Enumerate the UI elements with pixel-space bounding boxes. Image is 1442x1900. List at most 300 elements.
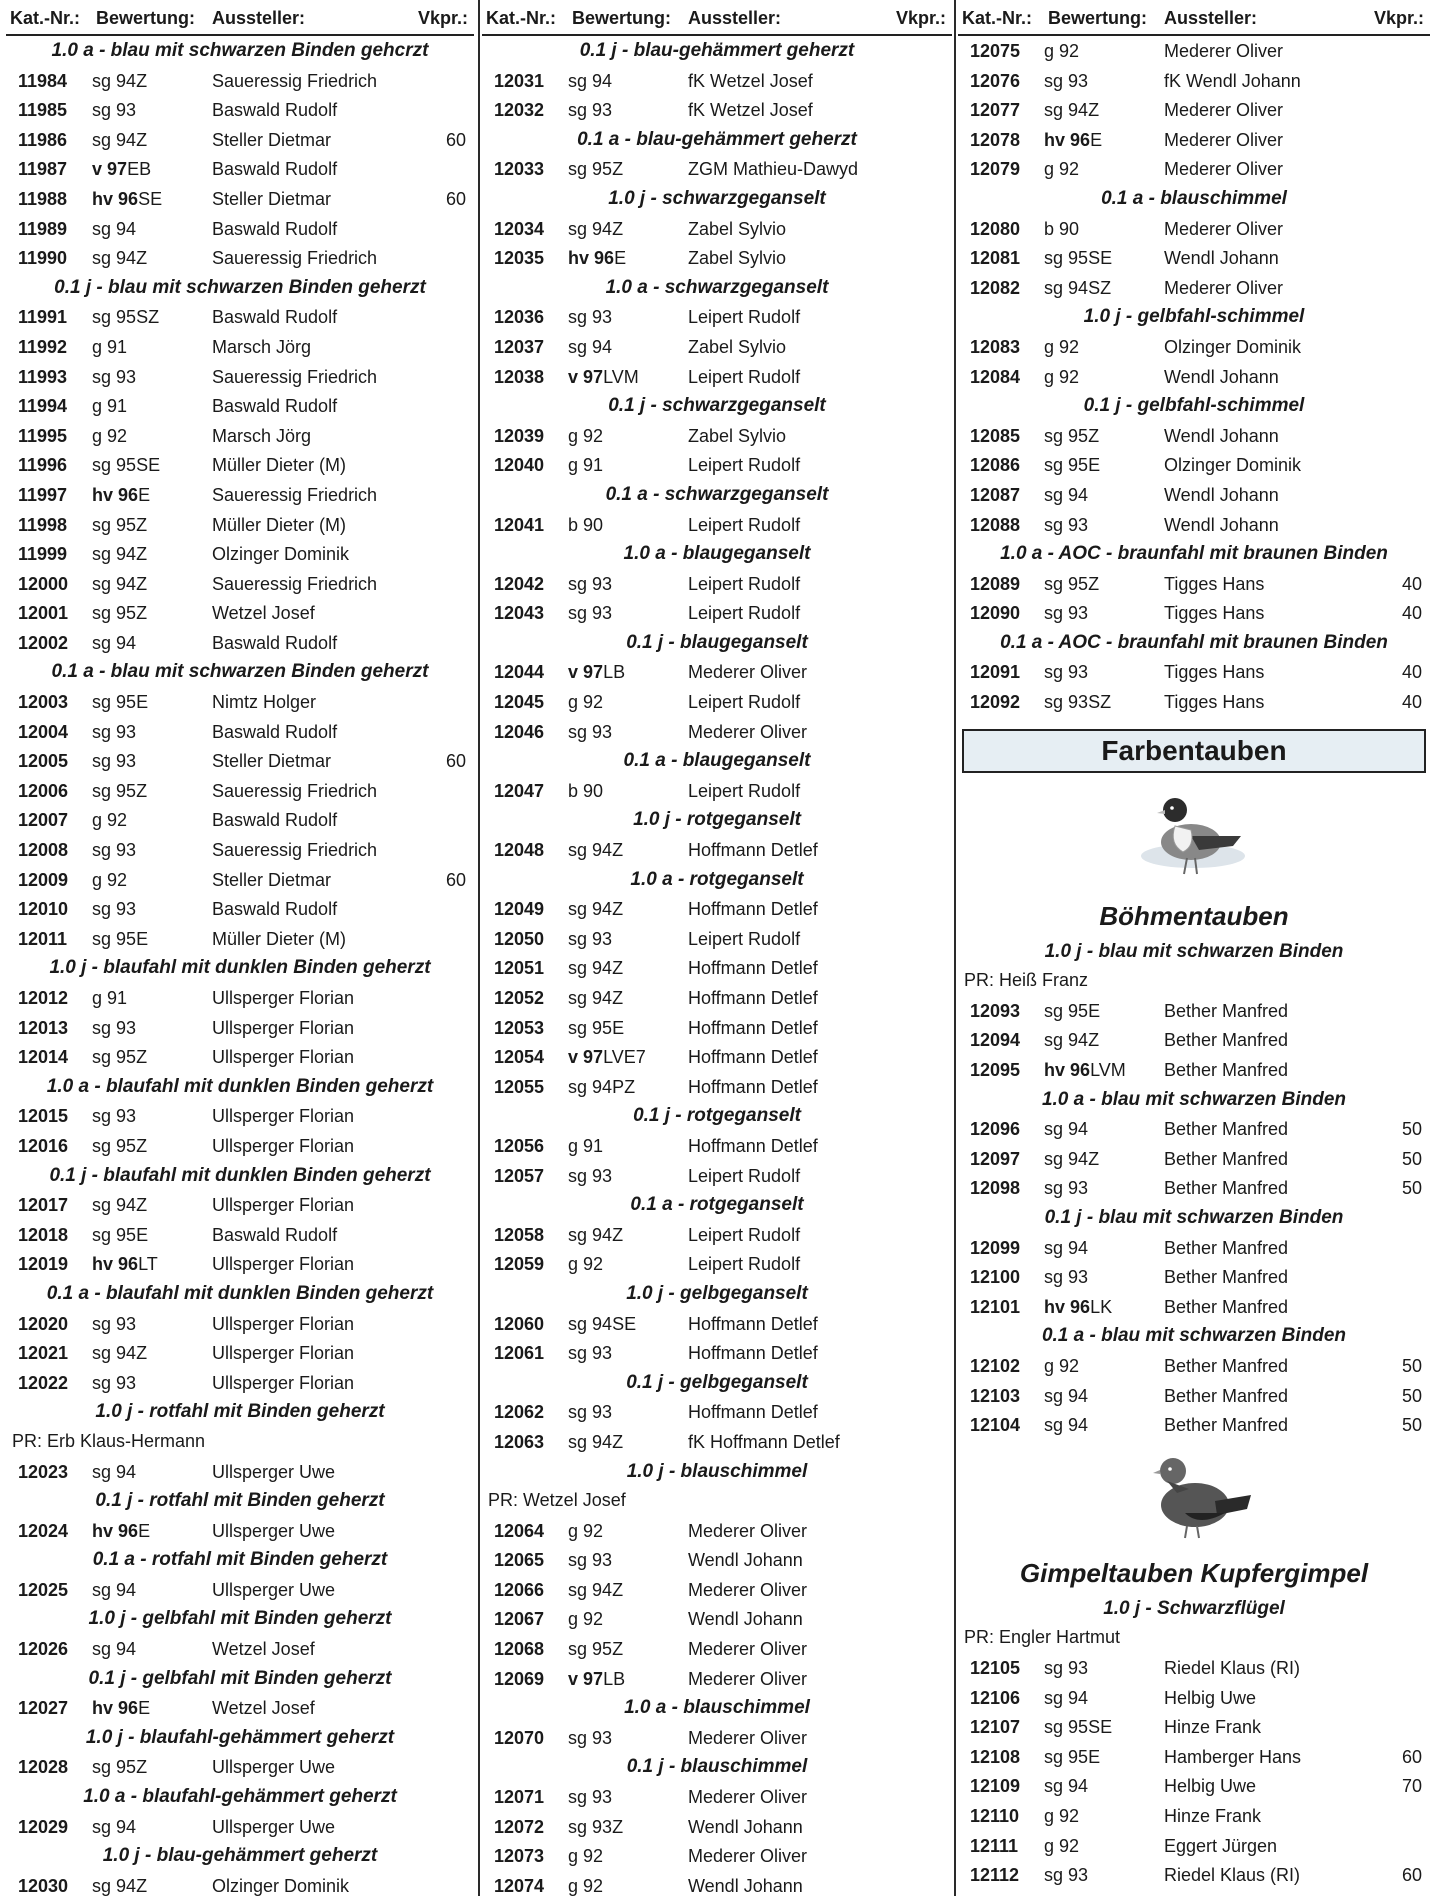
rating-score: 97 (583, 1047, 604, 1068)
rating-suffix: Z (136, 780, 148, 801)
catalog-number: 12101 (970, 1296, 1021, 1317)
entry-row (6, 894, 474, 924)
entry-row (482, 1841, 952, 1871)
entry-row (6, 391, 474, 421)
rating-prefix: sg (568, 1402, 588, 1423)
rating-score: 93 (1068, 70, 1089, 91)
catalog-number: 12078 (970, 129, 1021, 150)
exhibitor-name: Tigges Hans (1164, 662, 1265, 683)
rating (92, 1195, 147, 1216)
catalog-number: 12008 (18, 840, 69, 861)
exhibitor-name: Mederer Oliver (688, 1639, 808, 1660)
rating-score: 95 (116, 692, 137, 713)
rating-score: 96 (594, 248, 615, 269)
rating (92, 603, 147, 624)
rating-prefix: g (1044, 159, 1055, 180)
exhibitor-name: Hoffmann Detlef (688, 1135, 818, 1156)
rating (92, 1343, 147, 1364)
rating (1044, 71, 1088, 92)
rating (568, 840, 623, 861)
catalog-number: 12041 (494, 514, 545, 535)
class-heading: 0.1 a - AOC - braunfahl mit braunen Binden (1000, 631, 1388, 653)
class-heading: 0.1 a - blaufahl mit dunklen Binden geherzt (46, 1282, 434, 1304)
exhibitor-name: Leipert Rudolf (688, 455, 801, 476)
rating-score: 94 (592, 1313, 613, 1334)
catalog-number: 12064 (494, 1520, 545, 1541)
rating (92, 781, 147, 802)
entry-row (6, 1249, 474, 1279)
rating-prefix: sg (568, 899, 588, 920)
rating (568, 1521, 603, 1542)
rating-prefix: sg (568, 1313, 588, 1334)
rating-prefix: sg (1044, 277, 1064, 298)
rating (92, 1580, 136, 1601)
rating-score: 95 (592, 1639, 613, 1660)
rating (568, 692, 603, 713)
entry-row (6, 1516, 474, 1546)
entry-row (482, 1042, 952, 1072)
rating-suffix: LK (1090, 1296, 1113, 1317)
rating (1044, 1178, 1088, 1199)
catalog-number: 12033 (494, 159, 545, 180)
rating-prefix: b (568, 780, 579, 801)
rating (1044, 603, 1088, 624)
exhibitor-name: Saueressig Friedrich (212, 248, 378, 269)
rating-prefix: sg (568, 1639, 588, 1660)
rating-suffix: E (136, 692, 149, 713)
exhibitor-name: Wendl Johann (688, 1875, 803, 1896)
header-aussteller: Aussteller: (1164, 8, 1258, 28)
rating-prefix: g (92, 336, 103, 357)
exhibitor-name: Riedel Klaus (RI) (1164, 1865, 1301, 1886)
rating-score: 96 (118, 1520, 139, 1541)
rating-prefix: sg (92, 1224, 112, 1245)
catalog-number: 12012 (18, 988, 69, 1008)
rating-prefix: sg (1044, 1865, 1064, 1886)
entry-row (482, 569, 952, 599)
rating-score: 95 (116, 928, 137, 949)
entry-row (6, 598, 474, 628)
rating-suffix: Z (136, 1343, 148, 1364)
catalog-number: 11996 (18, 455, 68, 476)
rating-prefix: sg (568, 1017, 588, 1038)
rating-score: 93 (1068, 1178, 1089, 1199)
rating-prefix: g (1044, 41, 1055, 61)
exhibitor-name: Bether Manfred (1164, 1148, 1289, 1169)
catalog-number: 12082 (970, 277, 1021, 298)
class-heading: 1.0 a - blaufahl-gehämmert geherzt (83, 1786, 397, 1808)
exhibitor-name: Wendl Johann (1164, 248, 1279, 269)
catalog-number: 12015 (18, 1106, 69, 1127)
rating-score: 94 (1068, 1119, 1089, 1140)
exhibitor-name: Leipert Rudolf (688, 1254, 801, 1275)
class-heading: 1.0 a - blauschimmel (624, 1697, 810, 1719)
rating-prefix: sg (568, 988, 588, 1008)
rating-score: 95 (1068, 455, 1089, 476)
rating-score: 94 (592, 840, 613, 861)
rating-score: 94 (592, 1431, 613, 1452)
rating-score: 94 (592, 958, 613, 979)
rating-score: 93 (592, 928, 613, 949)
catalog-number: 12109 (970, 1776, 1021, 1797)
exhibitor-name: Mederer Oliver (688, 1668, 808, 1689)
class-heading: 0.1 j - schwarzgeganselt (608, 395, 826, 417)
rating-score: 95 (592, 159, 613, 180)
catalog-number: 12070 (494, 1727, 545, 1748)
rating-score: 95 (116, 1224, 137, 1245)
exhibitor-name: Saueressig Friedrich (212, 840, 378, 861)
exhibitor-name: Bether Manfred (1164, 1296, 1289, 1317)
entry-row (6, 865, 474, 895)
catalog-number: 12040 (494, 455, 545, 476)
rating-suffix: LVM (1090, 1060, 1126, 1081)
rating (568, 1432, 623, 1453)
rating (92, 130, 147, 151)
catalog-number: 12067 (494, 1609, 545, 1630)
rating-score: 93 (116, 721, 137, 742)
catalog-number: 12042 (494, 573, 545, 594)
exhibitor-name: Marsch Jörg (212, 336, 312, 357)
entry-row (482, 1812, 952, 1842)
entry-row (6, 1013, 474, 1043)
rating-prefix: sg (1044, 70, 1064, 91)
exhibitor-name: Ullsperger Florian (212, 1254, 355, 1275)
rating-score: 93 (1068, 662, 1089, 683)
exhibitor-name: Saueressig Friedrich (212, 70, 378, 91)
entry-row (6, 1101, 474, 1131)
rating-score: 92 (583, 1520, 604, 1541)
class-heading: 0.1 a - rotfahl mit Binden geherzt (92, 1549, 388, 1571)
entry-row (958, 1114, 1430, 1144)
entry-row (958, 1653, 1430, 1683)
rating-score: 94 (592, 336, 613, 357)
catalog-number: 12061 (494, 1343, 545, 1364)
rating-score: 95 (1068, 248, 1089, 269)
exhibitor-name: Olzinger Dominik (212, 1875, 350, 1896)
exhibitor-name: Mederer Oliver (688, 1579, 808, 1600)
rating-score: 92 (107, 810, 128, 831)
rating-prefix: hv (1044, 1296, 1066, 1317)
rating-suffix: E (138, 1520, 151, 1541)
rating-prefix: sg (568, 1431, 588, 1452)
catalog-number: 12009 (18, 869, 69, 890)
exhibitor-name: Bether Manfred (1164, 1355, 1289, 1376)
entry-row (482, 302, 952, 332)
catalog-number: 12016 (18, 1135, 69, 1156)
exhibitor-name: Bether Manfred (1164, 1030, 1289, 1051)
entry-row (6, 569, 474, 599)
rating (568, 367, 639, 388)
rating-prefix: g (92, 988, 103, 1008)
sale-price: 50 (1401, 1415, 1422, 1436)
rating-prefix: sg (568, 1579, 588, 1600)
rating-score: 92 (583, 1846, 604, 1867)
rating-score: 96 (1070, 129, 1091, 150)
rating-suffix: E (614, 248, 627, 269)
rating-prefix: v (92, 159, 103, 180)
rating (92, 544, 147, 565)
column-header (6, 0, 474, 36)
rating (92, 1462, 136, 1483)
exhibitor-name: Mederer Oliver (688, 1787, 808, 1808)
catalog-number: 12014 (18, 1047, 69, 1068)
pigeon-illustration (958, 783, 1430, 895)
breed-title: Gimpeltauben Kupfergimpel (1019, 1557, 1369, 1588)
rating (568, 248, 626, 269)
entry-row (482, 717, 952, 747)
catalog-number: 12095 (970, 1060, 1021, 1081)
catalog-number: 12011 (18, 928, 68, 949)
rating-prefix: sg (568, 958, 588, 979)
exhibitor-name: Bether Manfred (1164, 1000, 1289, 1021)
rating-prefix: sg (568, 336, 588, 357)
rating (1044, 1415, 1088, 1436)
rating-prefix: sg (92, 840, 112, 861)
catalog-number: 12053 (494, 1017, 545, 1038)
catalog-number: 12081 (970, 248, 1021, 269)
rating (568, 1580, 623, 1601)
catalog-column-2 (482, 0, 952, 1896)
rating (568, 1787, 612, 1808)
exhibitor-name: Ullsperger Florian (212, 1017, 355, 1038)
rating (1044, 1806, 1079, 1827)
exhibitor-name: Tigges Hans (1164, 573, 1265, 594)
rating-prefix: g (92, 425, 103, 446)
entry-row (482, 835, 952, 865)
exhibitor-name: Hoffmann Detlef (688, 1313, 818, 1334)
entry-row (6, 1634, 474, 1664)
rating (568, 100, 612, 121)
rating (1044, 1119, 1088, 1140)
rating-score: 90 (583, 514, 604, 535)
rating-prefix: sg (568, 218, 588, 239)
entry-row (6, 243, 474, 273)
rating-prefix: sg (568, 603, 588, 624)
rating-score: 94 (592, 1579, 613, 1600)
rating-suffix: Z (136, 129, 148, 150)
rating (1044, 692, 1111, 713)
rating-prefix: sg (568, 1076, 588, 1097)
entry-row (482, 1723, 952, 1753)
rating-prefix: sg (1044, 100, 1064, 121)
rating-score: 93 (1068, 1657, 1089, 1678)
catalog-number: 12004 (18, 721, 69, 742)
rating-score: 95 (116, 307, 137, 328)
rating (92, 1225, 148, 1246)
header-bewertung: Bewertung: (1048, 8, 1147, 28)
rating-prefix: sg (1044, 1776, 1064, 1797)
rating-score: 91 (583, 455, 604, 476)
catalog-number: 12049 (494, 899, 545, 920)
catalog-number: 12054 (494, 1047, 545, 1068)
class-heading: 1.0 j - schwarzgeganselt (608, 187, 826, 209)
rating-prefix: sg (92, 1639, 112, 1660)
rating-score: 92 (583, 1609, 604, 1630)
rating-score: 93 (592, 1787, 613, 1808)
rating-score: 91 (107, 988, 128, 1008)
rating-score: 92 (107, 869, 128, 890)
entry-row (958, 1683, 1430, 1713)
rating-score: 93 (116, 1017, 137, 1038)
rating-prefix: sg (92, 1047, 112, 1068)
rating-prefix: sg (568, 100, 588, 121)
rating-score: 96 (118, 484, 139, 505)
rating-prefix: g (568, 1846, 579, 1867)
rating-suffix: SE (136, 455, 161, 476)
rating-suffix: Z (1088, 425, 1100, 446)
exhibitor-name: Mederer Oliver (1164, 218, 1284, 239)
exhibitor-name: Olzinger Dominik (212, 544, 350, 565)
exhibitor-name: Ullsperger Uwe (212, 1579, 336, 1600)
catalog-number: 12112 (970, 1865, 1020, 1886)
breed-title: Böhmentauben (1099, 900, 1289, 931)
entry-row (6, 924, 474, 954)
rating-suffix: LB (603, 662, 626, 683)
exhibitor-name: Saueressig Friedrich (212, 366, 378, 387)
catalog-number: 12043 (494, 603, 545, 624)
exhibitor-name: Wetzel Josef (212, 603, 315, 624)
rating-score: 95 (1068, 1717, 1089, 1738)
catalog-number: 12080 (970, 218, 1021, 239)
class-heading: 1.0 j - Schwarzflügel (1103, 1597, 1285, 1619)
class-heading: 0.1 j - gelbfahl-schimmel (1083, 395, 1305, 417)
catalog-number: 11998 (18, 514, 68, 535)
rating-suffix: Z (1088, 100, 1100, 121)
rating-prefix: sg (1044, 1000, 1064, 1021)
rating-score: 94 (592, 1224, 613, 1245)
rating (568, 988, 623, 1009)
rating (568, 1254, 603, 1275)
entry-row (482, 450, 952, 480)
rating (568, 929, 612, 950)
rating-prefix: g (568, 455, 579, 476)
rating-score: 91 (107, 396, 128, 417)
rating-score: 94 (1068, 1385, 1089, 1406)
rating (568, 307, 612, 328)
entry-row (482, 421, 952, 451)
rating-prefix: sg (92, 721, 112, 742)
rating-prefix: sg (92, 366, 112, 387)
entry-row (6, 1457, 474, 1487)
rating-suffix: Z (136, 603, 148, 624)
entry-row (6, 184, 474, 214)
rating (568, 574, 612, 595)
entry-row (6, 510, 474, 540)
rating (92, 899, 136, 920)
rating-suffix: Z (612, 1639, 624, 1660)
catalog-number: 12055 (494, 1076, 545, 1097)
sale-price: 60 (1401, 1746, 1422, 1767)
catalog-number: 12084 (970, 366, 1021, 387)
entry-row (482, 66, 952, 96)
rating-score: 94 (1068, 100, 1089, 121)
entry-row (482, 154, 952, 184)
class-heading: 0.1 j - rotgeganselt (633, 1105, 801, 1127)
rating-suffix: Z (612, 1816, 624, 1837)
rating-score: 95 (116, 1135, 137, 1156)
rating-suffix: LB (603, 1668, 626, 1689)
entry-row (482, 243, 952, 273)
rating-prefix: g (1044, 1835, 1055, 1856)
exhibitor-name: Ullsperger Florian (212, 1106, 355, 1127)
catalog-number: 12072 (494, 1816, 545, 1837)
entry-row (482, 657, 952, 687)
rating-prefix: sg (92, 1816, 112, 1837)
sale-price: 40 (1401, 692, 1422, 713)
catalog-number: 12105 (970, 1657, 1021, 1678)
header-bewertung: Bewertung: (96, 8, 195, 28)
rating-score: 92 (583, 1254, 604, 1275)
entry-row (958, 1351, 1430, 1381)
rating-prefix: sg (1044, 1119, 1064, 1140)
rating-prefix: sg (1044, 1267, 1064, 1288)
class-heading: 1.0 a - schwarzgeganselt (605, 276, 829, 298)
rating-score: 94 (1068, 1148, 1089, 1169)
exhibitor-name: Mederer Oliver (1164, 41, 1284, 61)
rating-prefix: b (1044, 218, 1055, 239)
exhibitor-name: Ullsperger Uwe (212, 1520, 336, 1541)
exhibitor-name: Steller Dietmar (212, 869, 332, 890)
exhibitor-name: Müller Dieter (M) (212, 928, 347, 949)
header-bewertung: Bewertung: (572, 8, 671, 28)
entry-row (482, 1220, 952, 1250)
rating-score: 92 (1059, 1835, 1080, 1856)
entry-row (6, 805, 474, 835)
entry-row (6, 835, 474, 865)
rating-prefix: hv (92, 484, 114, 505)
rating-score: 96 (118, 188, 139, 209)
catalog-number: 12039 (494, 425, 545, 446)
entry-row (958, 1292, 1430, 1322)
exhibitor-name: fK Wendl Johann (1164, 70, 1301, 91)
rating (568, 159, 623, 180)
rating-suffix: PZ (612, 1076, 636, 1097)
rating (568, 71, 612, 92)
rating (1044, 1747, 1100, 1768)
rating-prefix: sg (1044, 692, 1064, 713)
rating (568, 781, 603, 802)
rating (568, 722, 612, 743)
rating (92, 692, 148, 713)
catalog-number: 11985 (18, 100, 68, 121)
catalog-number: 12032 (494, 100, 545, 121)
entry-row (6, 1220, 474, 1250)
rating-prefix: sg (568, 1787, 588, 1808)
exhibitor-name: Wendl Johann (1164, 484, 1279, 505)
entry-row (958, 657, 1430, 687)
rating-prefix: g (1044, 336, 1055, 357)
catalog-number: 12021 (18, 1343, 69, 1364)
rating (92, 722, 136, 743)
entry-row (958, 1173, 1430, 1203)
catalog-number: 12071 (494, 1787, 545, 1808)
entry-row (482, 924, 952, 954)
entry-row (958, 36, 1430, 66)
catalog-number: 12023 (18, 1461, 69, 1482)
exhibitor-name: fK Wetzel Josef (688, 70, 813, 91)
rating-score: 93 (116, 1106, 137, 1127)
catalog-number: 12051 (494, 958, 545, 979)
entry-row (482, 894, 952, 924)
exhibitor-name: Wendl Johann (688, 1609, 803, 1630)
exhibitor-name: Hoffmann Detlef (688, 988, 818, 1008)
rating-score: 93 (1068, 514, 1089, 535)
exhibitor-name: Mederer Oliver (688, 662, 808, 683)
rating-prefix: sg (1044, 1385, 1064, 1406)
sale-price: 40 (1401, 662, 1422, 683)
catalog-number: 12073 (494, 1846, 545, 1867)
rating (568, 1343, 612, 1364)
